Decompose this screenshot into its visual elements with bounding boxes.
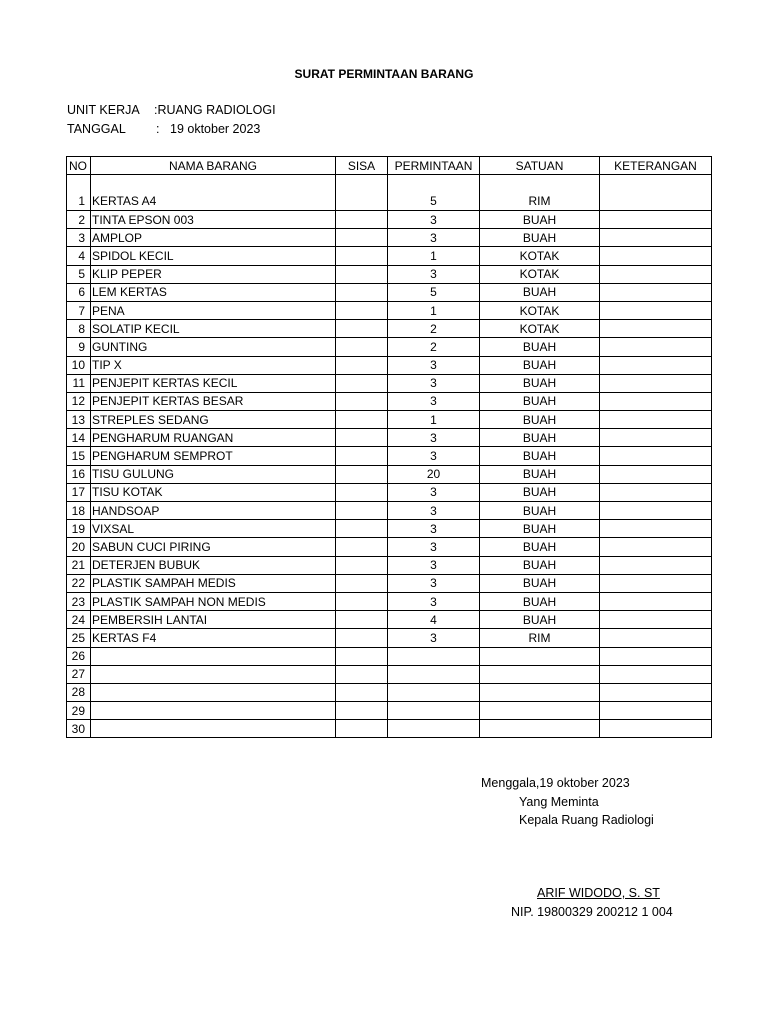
cell-permintaan xyxy=(388,647,480,665)
header-keterangan: KETERANGAN xyxy=(600,157,712,175)
unit-kerja-value: :RUANG RADIOLOGI xyxy=(154,103,276,117)
cell-nama-barang xyxy=(91,702,336,720)
cell-no: 16 xyxy=(67,465,91,483)
table-row xyxy=(67,265,712,283)
table-row xyxy=(67,502,712,520)
cell-nama-barang: PLASTIK SAMPAH NON MEDIS xyxy=(91,592,336,610)
cell-sisa xyxy=(336,574,388,592)
cell-satuan: BUAH xyxy=(480,502,600,520)
cell-nama-barang xyxy=(91,683,336,701)
cell-permintaan: 3 xyxy=(388,447,480,465)
cell-sisa xyxy=(336,283,388,301)
cell-keterangan xyxy=(600,720,712,738)
cell-sisa xyxy=(336,465,388,483)
cell-keterangan xyxy=(600,229,712,247)
cell-no: 14 xyxy=(67,429,91,447)
cell-keterangan xyxy=(600,175,712,211)
cell-permintaan: 3 xyxy=(388,229,480,247)
cell-no: 4 xyxy=(67,247,91,265)
cell-sisa xyxy=(336,374,388,392)
cell-sisa xyxy=(336,247,388,265)
cell-nama-barang: VIXSAL xyxy=(91,520,336,538)
cell-satuan: BUAH xyxy=(480,411,600,429)
cell-keterangan xyxy=(600,320,712,338)
table-row xyxy=(67,647,712,665)
signature-role-title: Kepala Ruang Radiologi xyxy=(519,813,654,827)
cell-nama-barang: STREPLES SEDANG xyxy=(91,411,336,429)
table-row xyxy=(67,683,712,701)
cell-permintaan: 20 xyxy=(388,465,480,483)
table-row xyxy=(67,374,712,392)
table-row xyxy=(67,320,712,338)
cell-sisa xyxy=(336,611,388,629)
cell-keterangan xyxy=(600,665,712,683)
table-body xyxy=(67,175,712,738)
cell-no: 18 xyxy=(67,502,91,520)
cell-no: 9 xyxy=(67,338,91,356)
cell-satuan xyxy=(480,702,600,720)
cell-no: 22 xyxy=(67,574,91,592)
table-row xyxy=(67,411,712,429)
cell-permintaan: 3 xyxy=(388,356,480,374)
cell-keterangan xyxy=(600,592,712,610)
header-permintaan: PERMINTAAN xyxy=(388,157,480,175)
cell-nama-barang: PEMBERSIH LANTAI xyxy=(91,611,336,629)
cell-permintaan: 2 xyxy=(388,338,480,356)
cell-no: 20 xyxy=(67,538,91,556)
cell-no: 8 xyxy=(67,320,91,338)
cell-satuan: KOTAK xyxy=(480,265,600,283)
cell-no: 10 xyxy=(67,356,91,374)
table-row xyxy=(67,665,712,683)
cell-no: 5 xyxy=(67,265,91,283)
cell-keterangan xyxy=(600,392,712,410)
cell-sisa xyxy=(336,683,388,701)
cell-permintaan: 4 xyxy=(388,611,480,629)
cell-permintaan xyxy=(388,665,480,683)
document-title: SURAT PERMINTAAN BARANG xyxy=(294,67,474,81)
cell-satuan xyxy=(480,683,600,701)
cell-sisa xyxy=(336,211,388,229)
cell-no: 3 xyxy=(67,229,91,247)
table-row xyxy=(67,702,712,720)
cell-keterangan xyxy=(600,520,712,538)
cell-sisa xyxy=(336,301,388,319)
table-row xyxy=(67,483,712,501)
cell-sisa xyxy=(336,538,388,556)
cell-keterangan xyxy=(600,702,712,720)
unit-kerja-line xyxy=(67,103,276,117)
cell-permintaan: 2 xyxy=(388,320,480,338)
cell-keterangan xyxy=(600,265,712,283)
cell-permintaan: 3 xyxy=(388,211,480,229)
cell-nama-barang: SOLATIP KECIL xyxy=(91,320,336,338)
cell-satuan: BUAH xyxy=(480,483,600,501)
cell-keterangan xyxy=(600,611,712,629)
cell-nama-barang xyxy=(91,720,336,738)
table-row xyxy=(67,611,712,629)
cell-satuan: BUAH xyxy=(480,283,600,301)
cell-satuan: BUAH xyxy=(480,538,600,556)
cell-satuan: RIM xyxy=(480,629,600,647)
table-row xyxy=(67,556,712,574)
cell-satuan: BUAH xyxy=(480,520,600,538)
cell-nama-barang: LEM KERTAS xyxy=(91,283,336,301)
cell-keterangan xyxy=(600,502,712,520)
cell-nama-barang: SPIDOL KECIL xyxy=(91,247,336,265)
cell-satuan: BUAH xyxy=(480,556,600,574)
cell-sisa xyxy=(336,502,388,520)
cell-nama-barang: PENA xyxy=(91,301,336,319)
cell-sisa xyxy=(336,175,388,211)
signature-role-requester: Yang Meminta xyxy=(519,795,599,809)
table-row xyxy=(67,720,712,738)
cell-no: 15 xyxy=(67,447,91,465)
cell-no: 7 xyxy=(67,301,91,319)
table-row xyxy=(67,629,712,647)
cell-no: 24 xyxy=(67,611,91,629)
cell-nama-barang: HANDSOAP xyxy=(91,502,336,520)
cell-permintaan: 3 xyxy=(388,520,480,538)
table-row xyxy=(67,175,712,211)
cell-sisa xyxy=(336,411,388,429)
tanggal-label: TANGGAL xyxy=(67,122,126,136)
cell-sisa xyxy=(336,356,388,374)
cell-keterangan xyxy=(600,483,712,501)
cell-keterangan xyxy=(600,647,712,665)
table-row xyxy=(67,211,712,229)
cell-no: 19 xyxy=(67,520,91,538)
cell-permintaan: 3 xyxy=(388,574,480,592)
cell-sisa xyxy=(336,592,388,610)
table-header-row xyxy=(67,157,712,175)
table-row xyxy=(67,301,712,319)
cell-permintaan: 3 xyxy=(388,556,480,574)
cell-satuan: RIM xyxy=(480,175,600,211)
table-row xyxy=(67,392,712,410)
table-row xyxy=(67,229,712,247)
cell-keterangan xyxy=(600,574,712,592)
cell-satuan: BUAH xyxy=(480,356,600,374)
cell-permintaan xyxy=(388,683,480,701)
cell-keterangan xyxy=(600,556,712,574)
cell-sisa xyxy=(336,647,388,665)
cell-sisa xyxy=(336,265,388,283)
cell-nama-barang: KLIP PEPER xyxy=(91,265,336,283)
header-nama-barang: NAMA BARANG xyxy=(91,157,336,175)
cell-nama-barang: TINTA EPSON 003 xyxy=(91,211,336,229)
signatory-nip: NIP. 19800329 200212 1 004 xyxy=(511,905,673,919)
cell-satuan: BUAH xyxy=(480,592,600,610)
cell-permintaan: 3 xyxy=(388,502,480,520)
cell-nama-barang xyxy=(91,665,336,683)
cell-sisa xyxy=(336,629,388,647)
table-row xyxy=(67,356,712,374)
cell-nama-barang: AMPLOP xyxy=(91,229,336,247)
table-row xyxy=(67,538,712,556)
cell-no: 2 xyxy=(67,211,91,229)
cell-keterangan xyxy=(600,356,712,374)
cell-sisa xyxy=(336,447,388,465)
cell-nama-barang: PENGHARUM SEMPROT xyxy=(91,447,336,465)
cell-satuan: KOTAK xyxy=(480,320,600,338)
cell-sisa xyxy=(336,429,388,447)
cell-nama-barang: DETERJEN BUBUK xyxy=(91,556,336,574)
table-row xyxy=(67,283,712,301)
header-satuan: SATUAN xyxy=(480,157,600,175)
cell-satuan: BUAH xyxy=(480,574,600,592)
cell-no: 12 xyxy=(67,392,91,410)
cell-nama-barang: PENGHARUM RUANGAN xyxy=(91,429,336,447)
cell-satuan: KOTAK xyxy=(480,301,600,319)
cell-keterangan xyxy=(600,429,712,447)
cell-permintaan: 1 xyxy=(388,411,480,429)
unit-kerja-label: UNIT KERJA xyxy=(67,103,140,117)
cell-keterangan xyxy=(600,447,712,465)
cell-nama-barang: TIP X xyxy=(91,356,336,374)
cell-sisa xyxy=(336,392,388,410)
table-row xyxy=(67,574,712,592)
cell-nama-barang: PLASTIK SAMPAH MEDIS xyxy=(91,574,336,592)
cell-nama-barang: SABUN CUCI PIRING xyxy=(91,538,336,556)
cell-satuan: BUAH xyxy=(480,338,600,356)
tanggal-separator: : xyxy=(156,122,160,136)
cell-satuan: BUAH xyxy=(480,229,600,247)
cell-nama-barang: TISU KOTAK xyxy=(91,483,336,501)
cell-keterangan xyxy=(600,411,712,429)
cell-sisa xyxy=(336,720,388,738)
cell-nama-barang: KERTAS A4 xyxy=(91,175,336,211)
cell-sisa xyxy=(336,483,388,501)
cell-permintaan: 3 xyxy=(388,392,480,410)
header-no: NO xyxy=(67,157,91,175)
cell-permintaan: 3 xyxy=(388,483,480,501)
cell-keterangan xyxy=(600,629,712,647)
cell-keterangan xyxy=(600,465,712,483)
cell-keterangan xyxy=(600,683,712,701)
table-row xyxy=(67,592,712,610)
cell-satuan: KOTAK xyxy=(480,247,600,265)
cell-nama-barang: KERTAS F4 xyxy=(91,629,336,647)
cell-keterangan xyxy=(600,301,712,319)
tanggal-value: 19 oktober 2023 xyxy=(170,122,261,136)
tanggal-line xyxy=(67,122,260,136)
cell-no: 25 xyxy=(67,629,91,647)
cell-no: 30 xyxy=(67,720,91,738)
cell-no: 11 xyxy=(67,374,91,392)
cell-satuan: BUAH xyxy=(480,447,600,465)
table-row xyxy=(67,520,712,538)
cell-no: 27 xyxy=(67,665,91,683)
table-row xyxy=(67,338,712,356)
cell-no: 29 xyxy=(67,702,91,720)
cell-no: 26 xyxy=(67,647,91,665)
cell-no: 1 xyxy=(67,175,91,211)
cell-sisa xyxy=(336,338,388,356)
table-row xyxy=(67,247,712,265)
cell-satuan: BUAH xyxy=(480,465,600,483)
cell-sisa xyxy=(336,520,388,538)
cell-permintaan: 3 xyxy=(388,429,480,447)
cell-sisa xyxy=(336,556,388,574)
cell-permintaan: 1 xyxy=(388,247,480,265)
cell-sisa xyxy=(336,702,388,720)
cell-permintaan xyxy=(388,720,480,738)
cell-keterangan xyxy=(600,538,712,556)
table-row xyxy=(67,429,712,447)
cell-keterangan xyxy=(600,374,712,392)
cell-permintaan: 3 xyxy=(388,629,480,647)
cell-nama-barang: PENJEPIT KERTAS BESAR xyxy=(91,392,336,410)
cell-permintaan: 1 xyxy=(388,301,480,319)
cell-satuan xyxy=(480,647,600,665)
cell-no: 28 xyxy=(67,683,91,701)
signatory-name: ARIF WIDODO, S. ST xyxy=(537,886,660,900)
table-row xyxy=(67,447,712,465)
cell-permintaan: 3 xyxy=(388,538,480,556)
header-sisa: SISA xyxy=(336,157,388,175)
cell-satuan: BUAH xyxy=(480,611,600,629)
cell-nama-barang: PENJEPIT KERTAS KECIL xyxy=(91,374,336,392)
cell-keterangan xyxy=(600,283,712,301)
cell-permintaan: 5 xyxy=(388,175,480,211)
cell-no: 17 xyxy=(67,483,91,501)
cell-no: 23 xyxy=(67,592,91,610)
cell-nama-barang: GUNTING xyxy=(91,338,336,356)
cell-keterangan xyxy=(600,211,712,229)
cell-nama-barang: TISU GULUNG xyxy=(91,465,336,483)
cell-sisa xyxy=(336,229,388,247)
cell-nama-barang xyxy=(91,647,336,665)
request-items-table xyxy=(66,156,712,738)
cell-no: 6 xyxy=(67,283,91,301)
table-row xyxy=(67,465,712,483)
cell-permintaan: 3 xyxy=(388,592,480,610)
cell-keterangan xyxy=(600,338,712,356)
cell-satuan xyxy=(480,665,600,683)
cell-satuan xyxy=(480,720,600,738)
cell-permintaan: 3 xyxy=(388,265,480,283)
cell-permintaan xyxy=(388,702,480,720)
cell-keterangan xyxy=(600,247,712,265)
cell-permintaan: 5 xyxy=(388,283,480,301)
cell-permintaan: 3 xyxy=(388,374,480,392)
cell-no: 13 xyxy=(67,411,91,429)
cell-satuan: BUAH xyxy=(480,392,600,410)
cell-satuan: BUAH xyxy=(480,211,600,229)
cell-sisa xyxy=(336,320,388,338)
cell-satuan: BUAH xyxy=(480,374,600,392)
cell-satuan: BUAH xyxy=(480,429,600,447)
cell-no: 21 xyxy=(67,556,91,574)
signature-place-date: Menggala,19 oktober 2023 xyxy=(481,776,630,790)
cell-sisa xyxy=(336,665,388,683)
